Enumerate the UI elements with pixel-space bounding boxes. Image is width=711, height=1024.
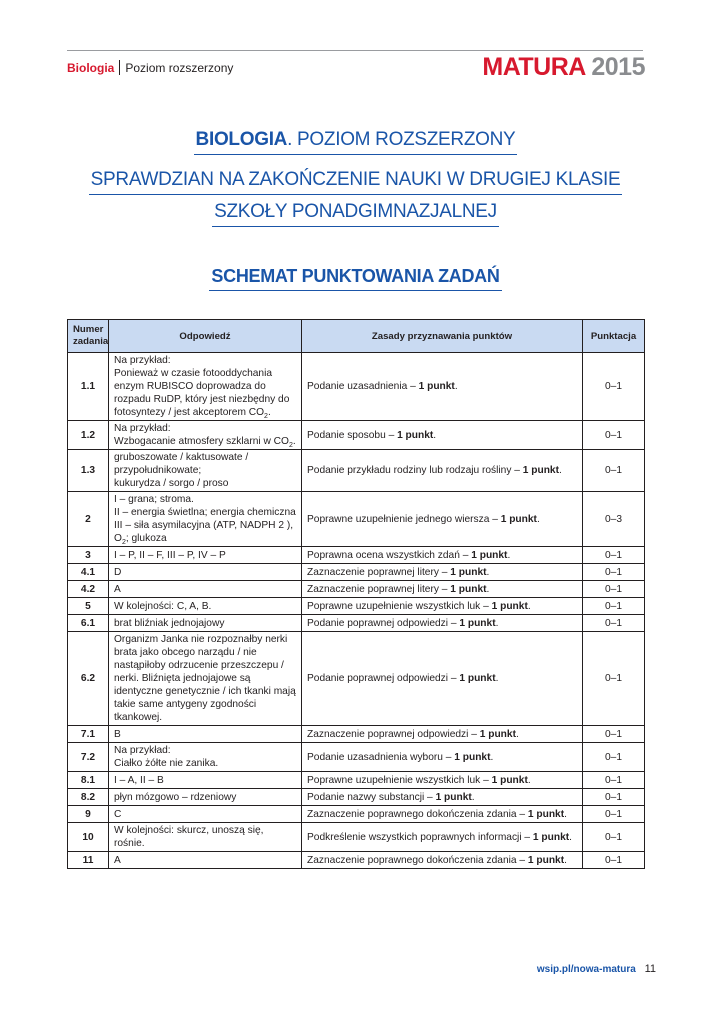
answer-cell (109, 789, 302, 806)
rule-text: Podanie nazwy substancji – (307, 791, 436, 803)
title-level: . POZIOM ROZSZERZONY (287, 129, 516, 150)
answer-text: Na przykład: Ponieważ w czasie fotooddychania enzym RUBISCO doprowadza do rozpadu RuDP, który jest niezbędny do fotosyntezy / jest akceptorem CO (114, 355, 290, 418)
table-row (68, 353, 645, 421)
answer-text: I – P, II – F, III – P, IV – P (114, 549, 226, 561)
rule-points: 1 punkt (459, 673, 496, 684)
answer-text: I – A, II – B (114, 774, 164, 786)
answer-cell (109, 823, 302, 852)
rule-points: 1 punkt (500, 513, 537, 525)
task-number: 11 (68, 852, 109, 869)
scoring-title: SCHEMAT PUNKTOWANIA ZADAŃ (209, 263, 501, 291)
points-cell: 0–1 (583, 823, 645, 852)
answer-cell (109, 564, 302, 581)
rule-text: Podanie przykładu rodziny lub rodzaju rośliny – (307, 465, 523, 476)
rule-cell (302, 598, 583, 615)
rule-points: 1 punkt (397, 429, 434, 441)
rule-cell (302, 615, 583, 632)
rule-cell (302, 806, 583, 823)
points-cell: 0–1 (583, 598, 645, 615)
table-row (68, 615, 645, 632)
logo-brand: MATURA (482, 53, 585, 81)
page-footer (537, 963, 656, 975)
table-row (68, 743, 645, 772)
table-row (68, 450, 645, 492)
answer-cell (109, 726, 302, 743)
rule-points: 1 punkt (527, 854, 565, 866)
answer-text: Na przykład: Ciałko żółte nie zanika. (114, 745, 219, 769)
rule-cell (302, 353, 583, 421)
answer-cell (109, 772, 302, 789)
answer-cell (109, 615, 302, 632)
answer-text: płyn mózgowo – rdzeniowy (114, 791, 237, 803)
title-line-4 (67, 263, 644, 291)
rule-points: 1 punkt (454, 751, 491, 763)
rule-cell (302, 772, 583, 789)
table-row (68, 492, 645, 547)
answer-text: W kolejności: C, A, B. (114, 600, 212, 612)
title-line-1 (67, 127, 644, 155)
rule-tail: . (433, 429, 437, 441)
rule-cell (302, 450, 583, 492)
rule-tail: . (527, 774, 531, 786)
table-row (68, 772, 645, 789)
answer-cell (109, 421, 302, 450)
table-row (68, 806, 645, 823)
answer-text: D (114, 566, 122, 578)
rule-text: Zaznaczenie poprawnej odpowiedzi – (307, 728, 480, 740)
rule-tail: . (486, 583, 490, 595)
exam-title: SPRAWDZIAN NA ZAKOŃCZENIE NAUKI W DRUGIEJ KLASIE (89, 167, 623, 195)
rule-text: Podkreślenie wszystkich poprawnych informacji – (307, 831, 533, 843)
answer-cell (109, 598, 302, 615)
rule-text: Podanie sposobu – (307, 429, 398, 441)
header-rule (67, 50, 643, 51)
table-row (68, 564, 645, 581)
answer-subscript: 2 (264, 413, 268, 421)
answer-text: brat bliźniak jednojajowy (114, 617, 225, 629)
task-number: 8.2 (68, 789, 109, 806)
answer-cell (109, 450, 302, 492)
rule-cell (302, 852, 583, 869)
answer-cell (109, 632, 302, 726)
points-cell: 0–1 (583, 852, 645, 869)
header-separator (119, 60, 120, 75)
col-header-number: Numer zadania (68, 320, 109, 353)
task-number: 7.2 (68, 743, 109, 772)
task-number: 1.1 (68, 353, 109, 421)
exam-title-cont: SZKOŁY PONADGIMNAZJALNEJ (212, 199, 499, 227)
rule-cell (302, 492, 583, 547)
task-number: 2 (68, 492, 109, 547)
rule-points: 1 punkt (491, 600, 528, 612)
rule-text: Podanie poprawnej odpowiedzi – (307, 617, 460, 629)
footer-url[interactable]: wsip.pl/nowa-matura (536, 964, 636, 975)
answer-cell (109, 547, 302, 564)
running-header (67, 60, 233, 76)
answer-cell (109, 743, 302, 772)
points-cell: 0–1 (583, 353, 645, 421)
rule-tail: . (471, 791, 475, 803)
rule-tail: . (569, 831, 572, 843)
task-number: 4.1 (68, 564, 109, 581)
title-line-2 (67, 167, 644, 195)
rule-text: Podanie poprawnej odpowiedzi – (307, 673, 460, 684)
answer-tail: ; glukoza (125, 533, 167, 544)
points-cell: 0–1 (583, 615, 645, 632)
rule-cell (302, 823, 583, 852)
answer-cell (109, 492, 302, 547)
col-header-answer: Odpowiedź (109, 320, 302, 353)
answer-text: A (114, 583, 121, 595)
table-row (68, 789, 645, 806)
task-number: 6.2 (68, 632, 109, 726)
rule-text: Poprawne uzupełnienie wszystkich luk – (307, 774, 492, 786)
answer-text: I – grana; stroma. II – energia świetlna; energia chemiczna III – siła asymilacyjna (ATP, NADPH 2 ), O (114, 494, 296, 544)
rule-tail: . (515, 728, 519, 740)
task-number: 1.2 (68, 421, 109, 450)
answer-cell (109, 852, 302, 869)
answer-cell (109, 806, 302, 823)
answer-text: C (114, 808, 122, 820)
rule-tail: . (454, 381, 458, 392)
header-level: Poziom rozszerzony (125, 61, 234, 75)
points-cell: 0–1 (583, 581, 645, 598)
rule-points: 1 punkt (459, 617, 496, 629)
rule-points: 1 punkt (471, 549, 508, 561)
answer-text: gruboszowate / kaktusowate / przypołudnikowate; kukurydza / sorgo / proso (114, 452, 249, 489)
col-header-points: Punktacja (583, 320, 645, 353)
rule-tail: . (564, 808, 567, 820)
task-number: 10 (68, 823, 109, 852)
page-number: 11 (644, 963, 656, 975)
title-subject: BIOLOGIA (195, 129, 288, 150)
col-header-rules: Zasady przyznawania punktów (302, 320, 583, 353)
answer-text: Na przykład: Wzbogacanie atmosfery szklarni w CO (114, 423, 289, 447)
rule-tail: . (495, 673, 499, 684)
rule-points: 1 punkt (418, 381, 455, 392)
rule-tail: . (536, 513, 540, 525)
rule-text: Zaznaczenie poprawnej litery – (307, 566, 451, 578)
rule-text: Poprawna ocena wszystkich zdań – (307, 549, 472, 561)
logo-year: 2015 (591, 53, 645, 81)
table-row (68, 726, 645, 743)
table-header-row (68, 320, 645, 353)
rule-cell (302, 743, 583, 772)
table-row (68, 632, 645, 726)
task-number: 5 (68, 598, 109, 615)
answer-text: A (114, 854, 121, 866)
points-cell: 0–1 (583, 806, 645, 823)
rule-text: Podanie uzasadnienia – (307, 381, 419, 392)
rule-tail: . (490, 751, 494, 763)
rule-tail: . (507, 549, 511, 561)
answer-tail: . (292, 436, 296, 447)
table-row (68, 823, 645, 852)
table-row (68, 547, 645, 564)
points-cell: 0–1 (583, 743, 645, 772)
answer-text: B (114, 728, 121, 740)
rule-cell (302, 547, 583, 564)
rule-cell (302, 632, 583, 726)
rule-text: Podanie uzasadnienia wyboru – (307, 751, 455, 763)
task-number: 9 (68, 806, 109, 823)
answer-subscript: 2 (288, 442, 293, 450)
answer-cell (109, 581, 302, 598)
task-number: 7.1 (68, 726, 109, 743)
rule-tail: . (486, 566, 490, 578)
points-cell: 0–1 (583, 789, 645, 806)
rule-cell (302, 789, 583, 806)
table-row (68, 421, 645, 450)
rule-tail: . (559, 465, 562, 476)
answer-tail: . (267, 407, 271, 418)
rule-points: 1 punkt (527, 808, 565, 820)
rule-points: 1 punkt (479, 728, 516, 740)
rule-text: Poprawne uzupełnienie wszystkich luk – (307, 600, 492, 612)
task-number: 4.2 (68, 581, 109, 598)
header-subject: Biologia (67, 61, 115, 75)
rule-points: 1 punkt (450, 566, 487, 578)
scoring-table (67, 319, 645, 869)
points-cell: 0–1 (583, 450, 645, 492)
points-cell: 0–1 (583, 547, 645, 564)
answer-text: W kolejności: skurcz, unoszą się, rośnie. (114, 825, 264, 849)
points-cell: 0–1 (583, 564, 645, 581)
rule-points: 1 punkt (435, 791, 472, 803)
rule-text: Zaznaczenie poprawnego dokończenia zdania – (307, 854, 528, 866)
answer-text: Organizm Janka nie rozpoznałby nerki brata jako obcego narządu / nie nastąpiłoby odrzucenie przeszczepu / nerki. Bliźnięta jednojajowe są identyczne genetycznie / ich tkanki mają takie same antygeny zgodności tkankowej. (114, 634, 296, 723)
rule-cell (302, 581, 583, 598)
points-cell: 0–3 (583, 492, 645, 547)
rule-cell (302, 564, 583, 581)
rule-cell (302, 726, 583, 743)
task-number: 6.1 (68, 615, 109, 632)
matura-logo (482, 52, 645, 82)
task-number: 8.1 (68, 772, 109, 789)
rule-tail: . (564, 854, 567, 866)
rule-tail: . (495, 617, 499, 629)
task-number: 3 (68, 547, 109, 564)
rule-points: 1 punkt (491, 774, 528, 786)
answer-subscript: 2 (121, 539, 126, 547)
points-cell: 0–1 (583, 726, 645, 743)
table-row (68, 581, 645, 598)
table-row (68, 598, 645, 615)
rule-text: Zaznaczenie poprawnego dokończenia zdania – (307, 808, 528, 820)
rule-points: 1 punkt (522, 465, 559, 476)
rule-tail: . (527, 600, 531, 612)
rule-text: Poprawne uzupełnienie jednego wiersza – (307, 513, 501, 525)
table-row (68, 852, 645, 869)
rule-points: 1 punkt (450, 583, 487, 595)
points-cell: 0–1 (583, 421, 645, 450)
title-line-3 (67, 199, 644, 227)
task-number: 1.3 (68, 450, 109, 492)
rule-points: 1 punkt (532, 831, 570, 843)
rule-cell (302, 421, 583, 450)
answer-cell (109, 353, 302, 421)
rule-text: Zaznaczenie poprawnej litery – (307, 583, 451, 595)
points-cell: 0–1 (583, 772, 645, 789)
points-cell: 0–1 (583, 632, 645, 726)
